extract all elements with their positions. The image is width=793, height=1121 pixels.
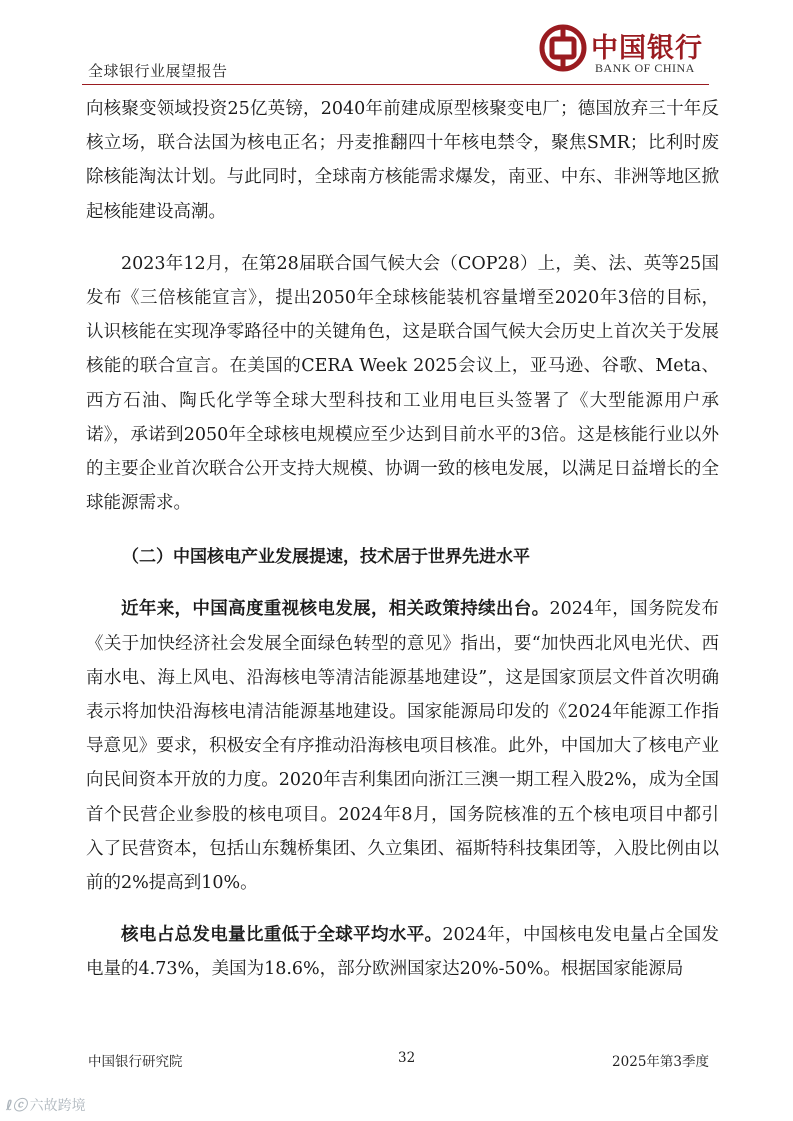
- header-divider: [82, 84, 709, 85]
- bank-of-china-logo: [539, 24, 709, 82]
- paragraph-china-policy: [86, 592, 719, 900]
- watermark-logo-icon: ℓⓒ: [6, 1098, 27, 1114]
- section-heading: （二）中国核电产业发展提速，技术居于世界先进水平: [122, 547, 530, 568]
- paragraph-body: 2024年，国务院发布《关于加快经济社会发展全面绿色转型的意见》指出，要“加快西北风电光伏、西南水电、海上风电、沿海核电等清洁能源基地建设”，这是国家顶层文件首次明确表示将加快沿海核电清洁能源基地建设。国家能源局印发的《2024年能源工作指导意见》要求，积极安全有序推动沿海核电项目核准。此外，中国加大了核电产业向民间资本开放的力度。2020年吉利集团向浙江三澳一期工程入股2%，成为全国首个民营企业参股的核电项目。2024年8月，国务院核准的五个核电项目中都引入了民营资本，包括山东魏桥集团、久立集团、福斯特科技集团等，入股比例由以前的2%提高到10%。: [86, 599, 719, 894]
- footer-period: 2025年第3季度: [612, 1054, 709, 1070]
- page-number: 32: [398, 1050, 416, 1066]
- watermark: [6, 1095, 86, 1115]
- watermark-text: 六故跨境: [29, 1098, 86, 1114]
- logo-chinese-name: 中国银行: [591, 33, 703, 64]
- paragraph-continued: 向核聚变领域投资25亿英镑，2040年前建成原型核聚变电厂；德国放弃三十年反核立场，联合法国为核电正名；丹麦推翻四十年核电禁令，聚焦SMR；比利时废除核能淘汰计划。与此同时，全球南方核能需求爆发，南亚、中东、非洲等地区掀起核能建设高潮。: [86, 99, 719, 222]
- logo-english-name: BANK OF CHINA: [595, 61, 695, 75]
- boc-emblem-icon: [539, 24, 587, 72]
- paragraph-cop28: 2023年12月，在第28届联合国气候大会（COP28）上，美、法、英等25国发布《三倍核能宣言》，提出2050年全球核能装机容量增至2020年3倍的目标，认识核能在实现净零路径中的关键角色，这是联合国气候大会历史上首次关于发展核能的联合宣言。在美国的CERA Week 2025会议上，亚马逊、谷歌、Meta、西方石油、陶氏化学等全球大型科技和工业用电巨头签署了《大型能源用户承诺》，承诺到2050年全球核电规模应至少达到目前水平的3倍。这是核能行业以外的主要企业首次联合公开支持大规模、协调一致的核电发展，以满足日益增长的全球能源需求。: [86, 253, 719, 514]
- paragraph-lead: 核电占总发电量比重低于全球平均水平。: [121, 925, 443, 946]
- body-text: [86, 92, 719, 987]
- paragraph-nuclear-share: [86, 918, 719, 986]
- paragraph-body: 2024年，中国核电发电量占全国发电量的4.73%，美国为18.6%，部分欧洲国家达20%-50%。根据国家能源局: [86, 925, 719, 980]
- paragraph-lead: 近年来，中国高度重视核电发展，相关政策持续出台。: [121, 599, 550, 620]
- report-title: 全球银行业展望报告: [88, 62, 228, 80]
- page-header: [82, 20, 709, 82]
- footer-org: 中国银行研究院: [88, 1054, 183, 1070]
